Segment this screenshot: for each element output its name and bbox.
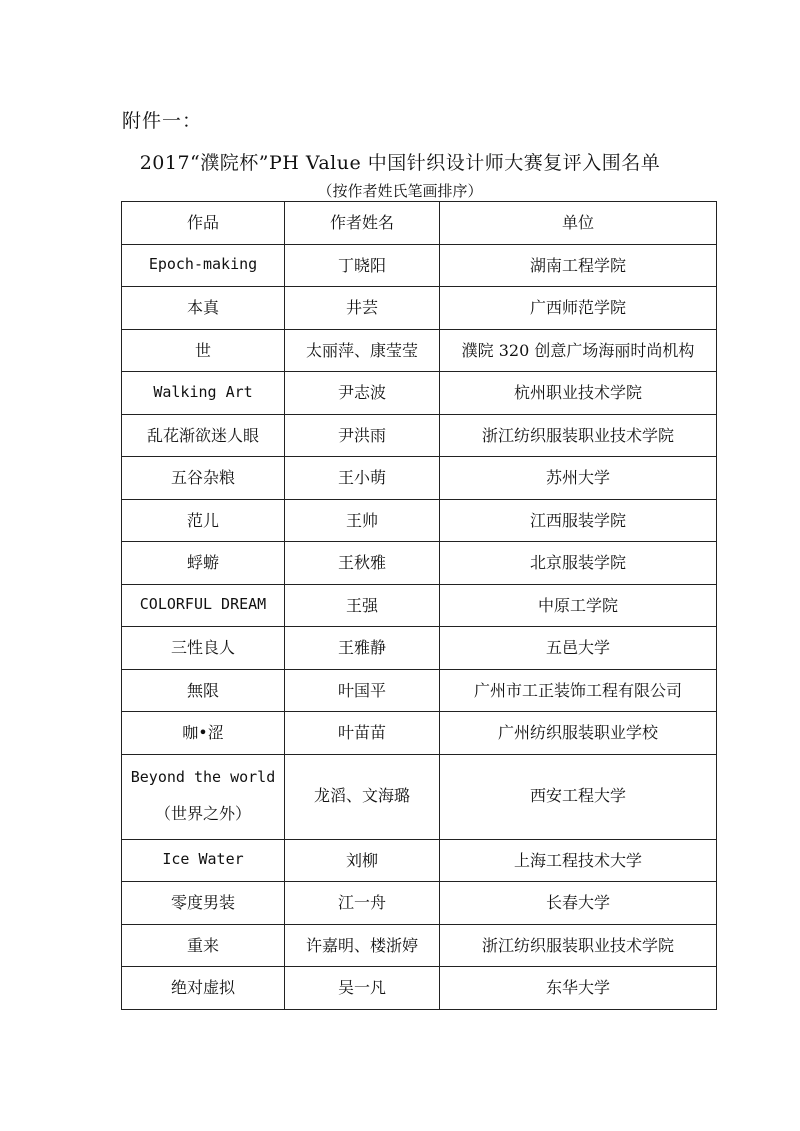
cell-author: 王帅	[285, 499, 440, 542]
cell-work: 無限	[122, 669, 285, 712]
cell-unit: 北京服装学院	[440, 542, 717, 585]
cell-work: 乱花渐欲迷人眼	[122, 414, 285, 457]
cell-unit: 上海工程技术大学	[440, 839, 717, 882]
cell-work: 绝对虚拟	[122, 967, 285, 1010]
column-header-work: 作品	[122, 202, 285, 245]
cell-author: 太丽萍、康莹莹	[285, 329, 440, 372]
cell-author: 王小萌	[285, 457, 440, 500]
cell-unit: 东华大学	[440, 967, 717, 1010]
cell-work: COLORFUL DREAM	[122, 584, 285, 627]
cell-author: 尹志波	[285, 372, 440, 415]
table-row	[122, 882, 717, 925]
cell-unit: 五邑大学	[440, 627, 717, 670]
cell-work-line1: Beyond the world	[130, 768, 276, 787]
table-row	[122, 372, 717, 415]
cell-author: 王强	[285, 584, 440, 627]
cell-unit: 广州纺织服装职业学校	[440, 712, 717, 755]
cell-author: 江一舟	[285, 882, 440, 925]
cell-work: 咖•涩	[122, 712, 285, 755]
cell-unit: 杭州职业技术学院	[440, 372, 717, 415]
attachment-label: 附件一：	[122, 110, 203, 132]
table-header-row	[122, 202, 717, 245]
cell-work: 本真	[122, 287, 285, 330]
cell-unit: 广西师范学院	[440, 287, 717, 330]
table-row	[122, 329, 717, 372]
cell-author: 龙滔、文海璐	[285, 754, 440, 839]
cell-work: Ice Water	[122, 839, 285, 882]
cell-unit: 苏州大学	[440, 457, 717, 500]
cell-work: 蜉蝣	[122, 542, 285, 585]
cell-unit: 浙江纺织服装职业技术学院	[440, 924, 717, 967]
cell-author: 吴一凡	[285, 967, 440, 1010]
cell-author: 叶国平	[285, 669, 440, 712]
table-row	[122, 457, 717, 500]
table-row	[122, 244, 717, 287]
cell-unit: 中原工学院	[440, 584, 717, 627]
cell-work-line2: （世界之外）	[154, 804, 251, 824]
finalist-table	[121, 201, 717, 1010]
cell-work: 范儿	[122, 499, 285, 542]
cell-unit: 长春大学	[440, 882, 717, 925]
cell-work: 五谷杂粮	[122, 457, 285, 500]
table-row	[122, 584, 717, 627]
column-header-unit: 单位	[440, 202, 717, 245]
cell-unit: 西安工程大学	[440, 754, 717, 839]
cell-author: 叶苗苗	[285, 712, 440, 755]
cell-work: 三性良人	[122, 627, 285, 670]
cell-author: 王雅静	[285, 627, 440, 670]
table-row	[122, 924, 717, 967]
cell-work: Epoch-making	[122, 244, 285, 287]
table-row	[122, 839, 717, 882]
table-row	[122, 712, 717, 755]
document-subtitle: （按作者姓氏笔画排序）	[317, 182, 483, 200]
cell-work	[122, 754, 285, 839]
table-row	[122, 627, 717, 670]
cell-work: 零度男装	[122, 882, 285, 925]
cell-unit: 江西服装学院	[440, 499, 717, 542]
table-row	[122, 754, 717, 839]
cell-author: 许嘉明、楼浙婷	[285, 924, 440, 967]
cell-work: 重来	[122, 924, 285, 967]
cell-unit: 濮院 320 创意广场海丽时尚机构	[440, 329, 717, 372]
table-row	[122, 669, 717, 712]
cell-author: 井芸	[285, 287, 440, 330]
cell-work: 世	[122, 329, 285, 372]
table-row	[122, 542, 717, 585]
document-title: 2017“濮院杯”PH Value 中国针织设计师大赛复评入围名单	[139, 152, 661, 174]
table-row	[122, 287, 717, 330]
column-header-author: 作者姓名	[285, 202, 440, 245]
cell-author: 丁晓阳	[285, 244, 440, 287]
table-row	[122, 414, 717, 457]
cell-unit: 湖南工程学院	[440, 244, 717, 287]
cell-author: 刘柳	[285, 839, 440, 882]
cell-unit: 浙江纺织服装职业技术学院	[440, 414, 717, 457]
table-row	[122, 967, 717, 1010]
cell-unit: 广州市工正装饰工程有限公司	[440, 669, 717, 712]
cell-author: 王秋雅	[285, 542, 440, 585]
cell-author: 尹洪雨	[285, 414, 440, 457]
cell-work: Walking Art	[122, 372, 285, 415]
table-row	[122, 499, 717, 542]
